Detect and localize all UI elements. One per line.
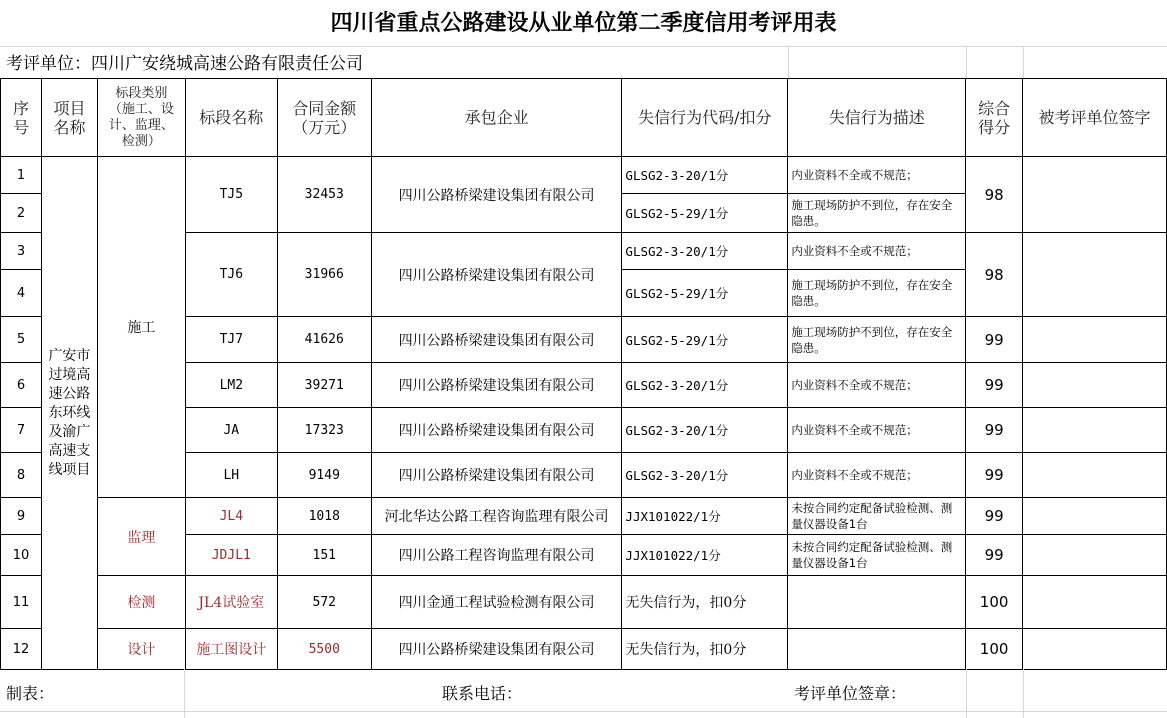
header-score: 综合 得分 (966, 79, 1023, 157)
total-score: 100 (966, 576, 1023, 629)
row-index: 4 (1, 270, 42, 317)
header-code: 失信行为代码/扣分 (622, 79, 788, 157)
evaluation-table (0, 78, 1167, 670)
evaluating-unit-label: 考评单位：四川广安绕城高速公路有限责任公司 (6, 54, 363, 74)
contractor-name: 四川公路桥梁建设集团有限公司 (371, 453, 622, 498)
violation-desc: 内业资料不全或不规范； (788, 157, 966, 194)
violation-desc: 施工现场防护不到位，存在安全隐患。 (788, 317, 966, 363)
violation-desc: 内业资料不全或不规范； (788, 233, 966, 270)
total-score: 98 (966, 233, 1023, 317)
table-row (1, 498, 1167, 535)
contractor-name: 四川公路桥梁建设集团有限公司 (371, 363, 622, 408)
contract-amount: 9149 (277, 453, 371, 498)
row-index: 5 (1, 317, 42, 363)
row-index: 6 (1, 363, 42, 408)
signature-cell[interactable] (1023, 629, 1167, 670)
violation-code: GLSG2-5-29/1分 (622, 270, 788, 317)
signature-cell[interactable] (1023, 363, 1167, 408)
total-score: 99 (966, 535, 1023, 576)
violation-code: GLSG2-3-20/1分 (622, 363, 788, 408)
total-score: 98 (966, 157, 1023, 233)
header-desc: 失信行为描述 (788, 79, 966, 157)
contract-amount: 17323 (277, 408, 371, 453)
signature-cell[interactable] (1023, 317, 1167, 363)
total-score: 99 (966, 453, 1023, 498)
row-index: 2 (1, 194, 42, 233)
row-index: 11 (1, 576, 42, 629)
violation-desc: 内业资料不全或不规范； (788, 363, 966, 408)
row-index: 8 (1, 453, 42, 498)
total-score: 99 (966, 363, 1023, 408)
violation-code: GLSG2-3-20/1分 (622, 157, 788, 194)
segment-name: JA (185, 408, 277, 453)
contract-amount: 1018 (277, 498, 371, 535)
contract-amount: 151 (277, 535, 371, 576)
violation-code: 无失信行为，扣0分 (622, 576, 788, 629)
violation-code: GLSG2-3-20/1分 (622, 233, 788, 270)
segment-name: LH (185, 453, 277, 498)
violation-desc: 未按合同约定配备试验检测、测量仪器设备1台 (788, 498, 966, 535)
signature-cell[interactable] (1023, 576, 1167, 629)
signature-cell[interactable] (1023, 157, 1167, 233)
contractor-name: 四川公路桥梁建设集团有限公司 (371, 233, 622, 317)
violation-desc: 内业资料不全或不规范； (788, 408, 966, 453)
signature-cell[interactable] (1023, 453, 1167, 498)
contract-amount: 32453 (277, 157, 371, 233)
signature-cell[interactable] (1023, 535, 1167, 576)
violation-code: 无失信行为，扣0分 (622, 629, 788, 670)
segment-name: 施工图设计 (185, 629, 277, 670)
total-score: 99 (966, 498, 1023, 535)
sheet-footer (0, 669, 1167, 718)
row-index: 12 (1, 629, 42, 670)
total-score: 100 (966, 629, 1023, 670)
segment-name: JDJL1 (185, 535, 277, 576)
contractor-name: 四川公路桥梁建设集团有限公司 (371, 408, 622, 453)
header-amount: 合同金额 （万元） (277, 79, 371, 157)
category-construction: 施工 (97, 157, 185, 498)
prepared-by-label: 制表： (6, 684, 55, 703)
row-index: 9 (1, 498, 42, 535)
header-category: 标段类别 （施工、设 计、监理、 检测） (97, 79, 185, 157)
segment-name: TJ5 (185, 157, 277, 233)
violation-code: GLSG2-5-29/1分 (622, 194, 788, 233)
header-contractor: 承包企业 (371, 79, 622, 157)
violation-code: JJX101022/1分 (622, 498, 788, 535)
table-row (1, 576, 1167, 629)
row-index: 7 (1, 408, 42, 453)
signature-cell[interactable] (1023, 233, 1167, 317)
header-sign: 被考评单位签字 (1023, 79, 1167, 157)
segment-name: JL4 (185, 498, 277, 535)
total-score: 99 (966, 317, 1023, 363)
table-row (1, 629, 1167, 670)
project-name: 广安市 过境高 速公路 东环线 及渝广 高速支 线项目 (41, 157, 97, 670)
header-segment: 标段名称 (185, 79, 277, 157)
sheet-title: 四川省重点公路建设从业单位第二季度信用考评用表 (0, 0, 1167, 47)
contract-amount: 39271 (277, 363, 371, 408)
evaluating-unit-row (0, 46, 1167, 78)
contract-amount: 31966 (277, 233, 371, 317)
violation-code: GLSG2-3-20/1分 (622, 408, 788, 453)
contractor-name: 四川公路桥梁建设集团有限公司 (371, 317, 622, 363)
contractor-name: 四川公路桥梁建设集团有限公司 (371, 157, 622, 233)
category-design: 设计 (97, 629, 185, 670)
signature-cell[interactable] (1023, 408, 1167, 453)
row-index: 10 (1, 535, 42, 576)
table-row (1, 157, 1167, 194)
contractor-name: 四川公路桥梁建设集团有限公司 (371, 629, 622, 670)
violation-desc: 未按合同约定配备试验检测、测量仪器设备1台 (788, 535, 966, 576)
contract-amount: 572 (277, 576, 371, 629)
contractor-name: 四川公路工程咨询监理有限公司 (371, 535, 622, 576)
violation-desc (788, 576, 966, 629)
violation-desc: 施工现场防护不到位，存在安全隐患。 (788, 194, 966, 233)
segment-name: TJ6 (185, 233, 277, 317)
header-index: 序 号 (1, 79, 42, 157)
contact-phone-label: 联系电话： (442, 684, 523, 703)
violation-code: GLSG2-3-20/1分 (622, 453, 788, 498)
evaluator-seal-label: 考评单位签章： (794, 684, 907, 703)
contractor-name: 河北华达公路工程咨询监理有限公司 (371, 498, 622, 535)
category-supervision: 监理 (97, 498, 185, 576)
violation-desc (788, 629, 966, 670)
row-index: 3 (1, 233, 42, 270)
violation-code: GLSG2-5-29/1分 (622, 317, 788, 363)
header-project: 项目 名称 (41, 79, 97, 157)
total-score: 99 (966, 408, 1023, 453)
contractor-name: 四川金通工程试验检测有限公司 (371, 576, 622, 629)
violation-code: JJX101022/1分 (622, 535, 788, 576)
category-testing: 检测 (97, 576, 185, 629)
segment-name: LM2 (185, 363, 277, 408)
segment-name: JL4试验室 (185, 576, 277, 629)
violation-desc: 施工现场防护不到位，存在安全隐患。 (788, 270, 966, 317)
violation-desc: 内业资料不全或不规范； (788, 453, 966, 498)
contract-amount: 5500 (277, 629, 371, 670)
signature-cell[interactable] (1023, 498, 1167, 535)
row-index: 1 (1, 157, 42, 194)
segment-name: TJ7 (185, 317, 277, 363)
contract-amount: 41626 (277, 317, 371, 363)
header-row (1, 79, 1167, 157)
